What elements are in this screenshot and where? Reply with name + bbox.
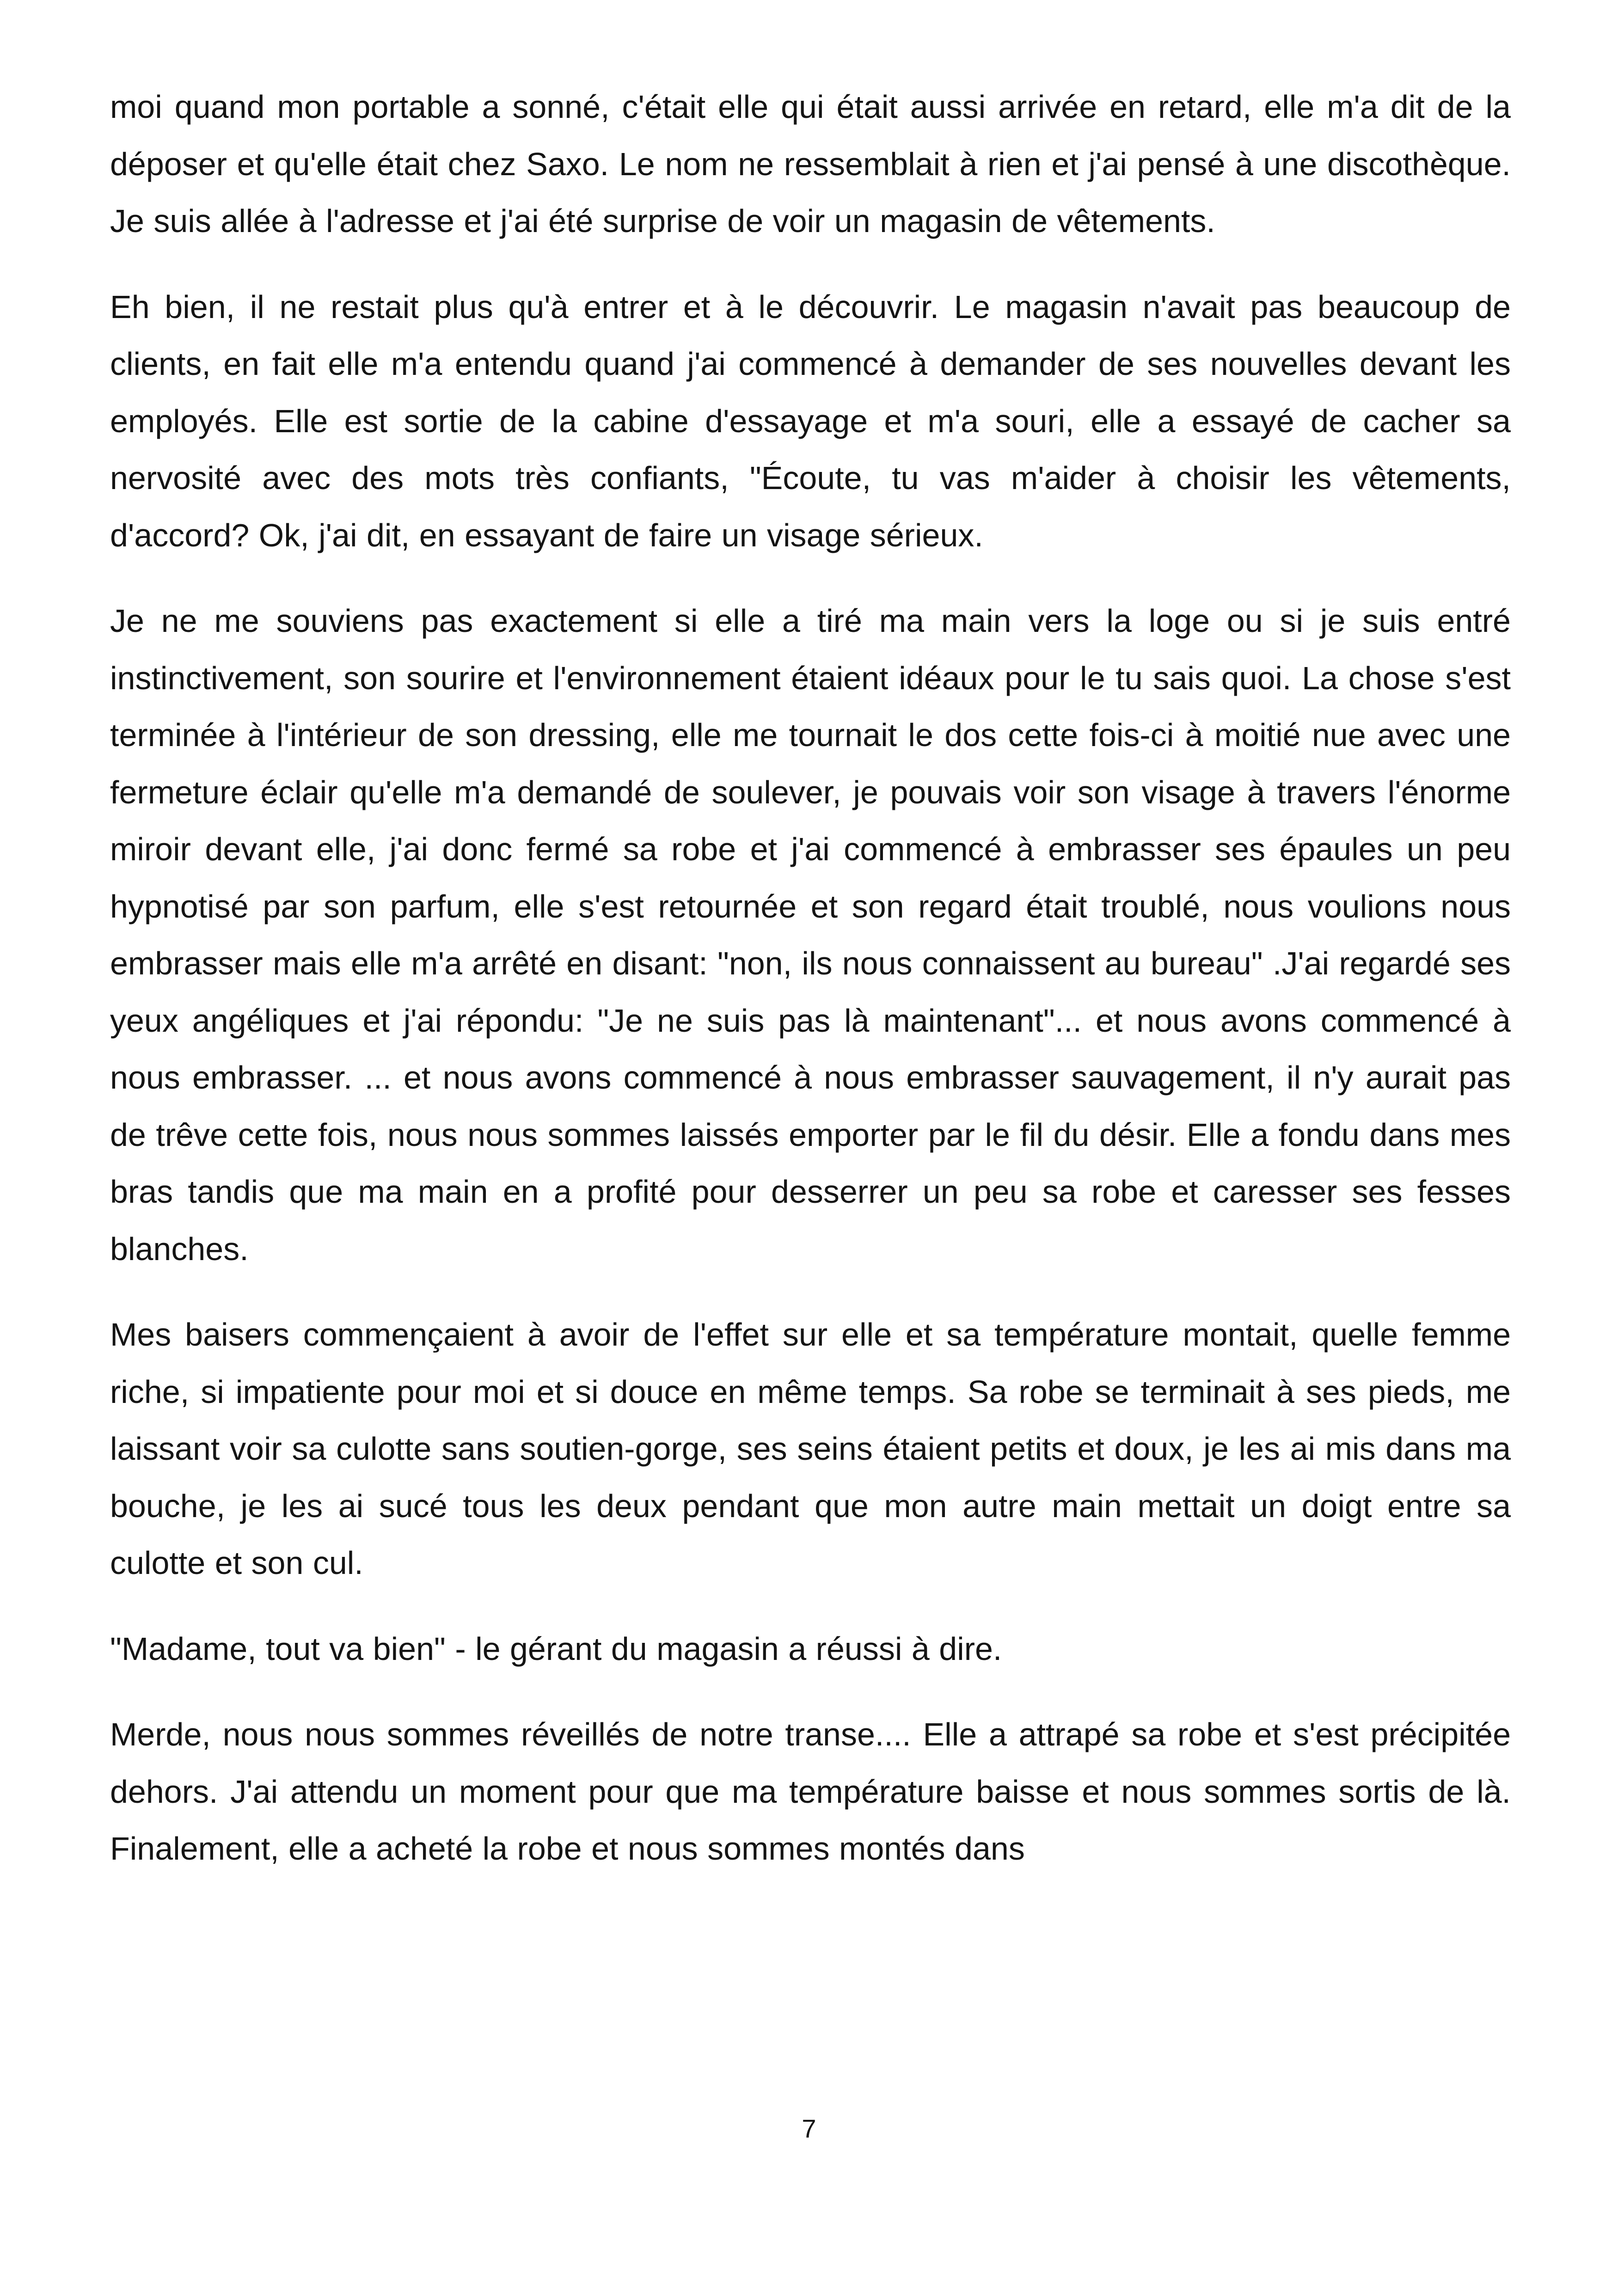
paragraph-2: Eh bien, il ne restait plus qu'à entrer et à le découvrir. Le magasin n'avait pas beaucoup de clients, en fait elle m'a entendu quand j'ai commencé à demander de ses nouvelles devant les employés. Elle est sortie de la cabine d'essayage et m'a souri, elle a essayé de cacher sa nervosité avec des mots très confiants, "Écoute, tu vas m'aider à choisir les vêtements, d'accord? Ok, j'ai dit, en essayant de faire un visage sérieux. (110, 288, 1511, 553)
paragraph-1: moi quand mon portable a sonné, c'était elle qui était aussi arrivée en retard, elle m'a dit de la déposer et qu'elle était chez Saxo. Le nom ne ressemblait à rien et j'ai pensé à une discothèque. Je suis allée à l'adresse et j'ai été surprise de voir un magasin de vêtements. (110, 89, 1511, 239)
paragraph-4: Mes baisers commençaient à avoir de l'effet sur elle et sa température montait, quelle femme riche, si impatiente pour moi et si douce en même temps. Sa robe se terminait à ses pieds, me laissant voir sa culotte sans soutien-gorge, ses seins étaient petits et doux, je les ai mis dans ma bouche, je les ai sucé tous les deux pendant que mon autre main mettait un doigt entre sa culotte et son cul. (110, 1316, 1511, 1581)
paragraph-6: Merde, nous nous sommes réveillés de notre transe.... Elle a attrapé sa robe et s'est précipitée dehors. J'ai attendu un moment pour que ma température baisse et nous sommes sortis de là. Finalement, elle a acheté la robe et nous sommes montés dans (110, 1716, 1511, 1867)
body-text (110, 79, 1511, 1878)
paragraph-5: "Madame, tout va bien" - le gérant du magasin a réussi à dire. (110, 1630, 1002, 1667)
paragraph-3: Je ne me souviens pas exactement si elle a tiré ma main vers la loge ou si je suis entré instinctivement, son sourire et l'environnement étaient idéaux pour le tu sais quoi. La chose s'est terminée à l'intérieur de son dressing, elle me tournait le dos cette fois-ci à moitié nue avec une fermeture éclair qu'elle m'a demandé de soulever, je pouvais voir son visage à travers l'énorme miroir devant elle, j'ai donc fermé sa robe et j'ai commencé à embrasser ses épaules un peu hypnotisé par son parfum, elle s'est retournée et son regard était troublé, nous voulions nous embrasser mais elle m'a arrêté en disant: "non, ils nous connaissent au bureau" .J'ai regardé ses yeux angéliques et j'ai répondu: "Je ne suis pas là maintenant"... et nous avons commencé à nous embrasser. ... et nous avons commencé à nous embrasser sauvagement, il n'y aurait pas de trêve cette fois, nous nous sommes laissés emporter par le fil du désir. Elle a fondu dans mes bras tandis que ma main en a profité pour desserrer un peu sa robe et caresser ses fesses blanches. (110, 603, 1511, 1267)
page-number: 7 (802, 2114, 816, 2143)
